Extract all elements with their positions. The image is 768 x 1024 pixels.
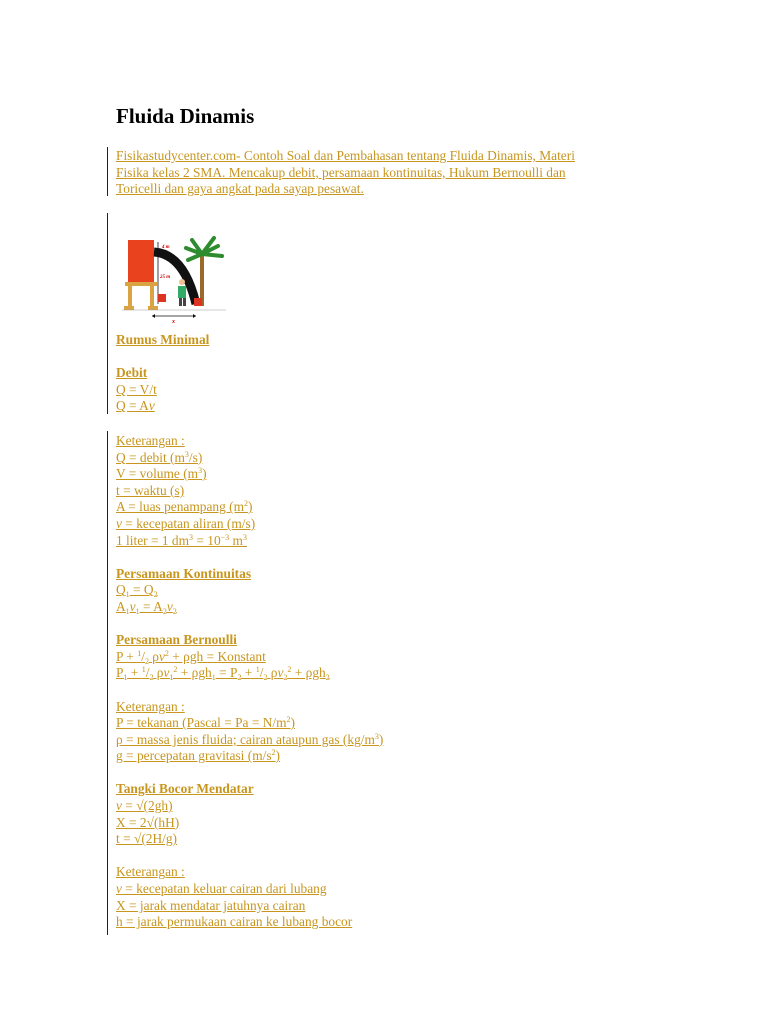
ket1-velocity[interactable]: v = kecepatan aliran (m/s) <box>116 515 256 531</box>
ket1-liter[interactable]: 1 liter = 1 $dm^3 = 10^{-3}$ $m^3$ <box>116 532 247 548</box>
ket2-g[interactable]: g = percepatan gravitasi $(m/s^2)$ <box>116 748 281 764</box>
quote-bar-section1 <box>107 213 108 414</box>
torricelli-tank-illustration <box>122 234 226 324</box>
page-title: Fluida Dinamis <box>116 104 255 128</box>
heading-tangki-bocor[interactable]: Tangki Bocor Mendatar <box>116 781 254 797</box>
formula-q-vt[interactable]: Q = V/t <box>116 381 157 397</box>
tank-body <box>128 240 154 282</box>
section-rumus <box>116 332 676 415</box>
heading-debit[interactable]: Debit <box>116 365 148 381</box>
person-body <box>178 286 186 298</box>
ket1-a[interactable]: A = luas penampang $(m^2)$ <box>116 499 253 515</box>
person-head <box>179 279 185 285</box>
label-mid: 25 m <box>160 275 171 280</box>
ket1-t[interactable]: t = waktu (s) <box>116 482 185 498</box>
ket3-l2[interactable]: X = jarak mendatar jatuhnya cairan <box>116 897 306 913</box>
quote-bar-main <box>107 431 108 935</box>
bucket-right <box>194 298 202 306</box>
tank-leg-left <box>128 286 132 308</box>
ket3-l3[interactable]: h = jarak permukaan cairan ke lubang bocor <box>116 914 353 930</box>
bernoulli-l2[interactable]: $P_1 + ^1/_2$ $\rho v_1^2 + \rho gh_1 = P_2 + ^1/_2$ $\rho v_2^2 + \rho gh_2$ <box>116 665 330 683</box>
ket2-p[interactable]: P = tekanan (Pascal = $Pa = N/m^2$) <box>116 715 296 731</box>
kontinuitas-l1[interactable]: $Q_1 = Q_2$ <box>116 582 158 600</box>
bucket-left <box>158 294 166 302</box>
heading-rumus-minimal[interactable]: Rumus Minimal <box>116 332 210 347</box>
quote-bar-intro <box>107 147 108 196</box>
intro-block <box>116 148 676 198</box>
ket2-rho[interactable]: ρ = massa jenis fluida; cairan ataupun gas $(kg/m^3)$ <box>116 731 384 747</box>
formula-q-av[interactable]: Q = Av <box>116 398 155 414</box>
label-x: x <box>172 319 175 324</box>
ket3-label[interactable]: Keterangan : <box>116 864 185 880</box>
tangki-l1[interactable]: v = √(2gh) <box>116 798 173 814</box>
intro-line-3[interactable]: Toricelli dan gaya angkat pada sayap pesawat. <box>116 181 364 197</box>
intro-line-2[interactable]: Fisika kelas 2 SMA. Mencakup debit, persamaan kontinuitas, Hukum Bernoulli dan <box>116 164 566 180</box>
ket3-l1[interactable]: v = kecepatan keluar cairan dari lubang <box>116 881 327 897</box>
tank-platform <box>125 282 157 286</box>
label-top: 4 m <box>162 245 170 250</box>
tangki-l2[interactable]: X = 2√(hH) <box>116 814 180 830</box>
ket1-q[interactable]: Q = debit $(m^3/s)$ <box>116 449 203 465</box>
heading-kontinuitas[interactable]: Persamaan Kontinuitas <box>116 565 252 581</box>
tangki-l3[interactable]: t = √(2H/g) <box>116 831 178 847</box>
tank-leg-right <box>150 286 154 308</box>
bernoulli-l1[interactable]: $P + ^1/_2$ $\rho v^2 + \rho gh$ = Konstant <box>116 648 266 666</box>
ket1-label[interactable]: Keterangan : <box>116 433 185 448</box>
section-main <box>116 433 676 931</box>
ket1-v[interactable]: V = volume $(m^3)$ <box>116 466 207 482</box>
intro-line-1[interactable]: Fisikastudycenter.com- Contoh Soal dan Pembahasan tentang Fluida Dinamis, Materi <box>116 148 575 163</box>
heading-bernoulli[interactable]: Persamaan Bernoulli <box>116 632 237 648</box>
kontinuitas-l2[interactable]: $A_1v_1 = A_2v_2$ <box>116 598 177 616</box>
ket2-label[interactable]: Keterangan : <box>116 698 185 714</box>
